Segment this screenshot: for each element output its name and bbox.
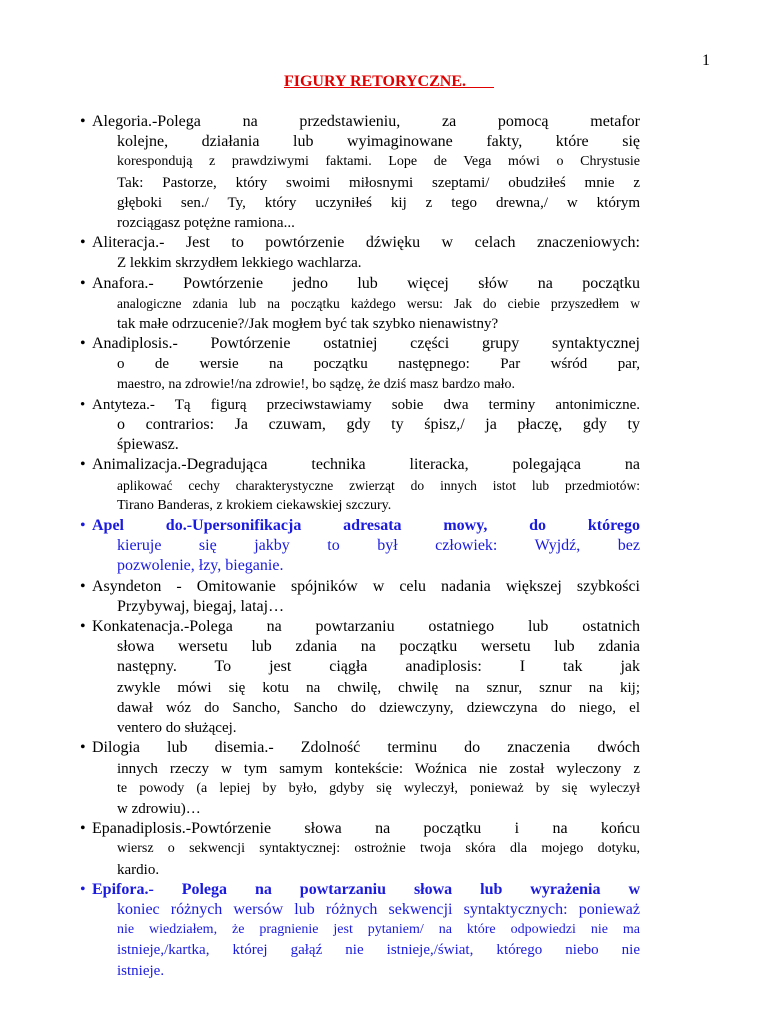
bullet-point: •: [80, 335, 86, 353]
figure-term-line: Asyndeton - Omitowanie spójników w celu nadania większej szybkości: [92, 577, 640, 595]
figure-term-line: Dilogia lub disemia.- Zdolność terminu do znaczenia dwóch: [92, 739, 640, 757]
figure-entry: [80, 516, 640, 577]
figure-entry: [80, 880, 640, 981]
figure-text-line: ventero do służącej.: [117, 720, 237, 737]
figure-term-line: Aliteracja.- Jest to powtórzenie dźwięku w celach znaczeniowych:: [92, 234, 640, 252]
figure-text-line: głęboki sen./ Ty, który uczyniłeś kij z tego drewna,/ w którym: [117, 194, 640, 211]
figure-text-line: maestro, na zdrowie!/na zdrowie!, bo sądzę, że dziś masz bardzo mało.: [117, 376, 516, 392]
figure-text-line: te powody (a lepiej by było, gdyby się wyleczył, ponieważ by się wyleczył: [117, 780, 640, 796]
figure-term-line: Animalizacja.-Degradująca technika literacka, polegająca na: [92, 456, 640, 474]
figure-text-line: korespondują z prawdziwymi faktami. Lope de Vega mówi o Chrystusie: [117, 154, 640, 170]
figure-entry: [80, 455, 640, 516]
figure-term-line: Anafora.- Powtórzenie jedno lub więcej słów na początku: [92, 274, 640, 292]
bullet-point: •: [80, 234, 86, 252]
figure-term-line: Konkatenacja.-Polega na powtarzaniu ostatniego lub ostatnich: [92, 618, 640, 636]
figure-text-line: istnieje.: [117, 962, 165, 979]
figure-entry: [80, 577, 640, 617]
figure-text-line: nie wiedziałem, że pragnienie jest pytaniem/ na które odpowiedzi nie ma: [117, 922, 640, 938]
figure-text-line: wiersz o sekwencji syntaktycznej: ostrożnie twoja skóra dla mojego dotyku,: [117, 841, 640, 857]
figure-text-line: aplikować cechy charakterystyczne zwierząt do innych istot lub przedmiotów:: [117, 477, 640, 493]
figures-list: [80, 112, 640, 981]
figure-term-line: Epanadiplosis.-Powtórzenie słowa na początku i na końcu: [92, 820, 640, 838]
figure-entry: [80, 112, 640, 233]
figure-entry: [80, 334, 640, 395]
figure-text-line: tak małe odrzucenie?/Jak mogłem być tak szybko nienawistny?: [117, 316, 499, 333]
bullet-point: •: [80, 456, 86, 474]
bullet-point: •: [80, 113, 86, 130]
bullet-point: •: [80, 396, 86, 413]
figure-text-line: w zdrowiu)…: [117, 800, 201, 817]
figure-text-line: Tirano Banderas, z krokiem ciekawskiej szczury.: [117, 497, 392, 513]
figure-text-line: rozciągasz potężne ramiona...: [117, 215, 295, 232]
figure-text-line: śpiewasz.: [117, 436, 179, 454]
page-number: 1: [702, 52, 710, 69]
figure-text-line: następny. To jest ciągła anadiplosis: I tak jak: [117, 658, 640, 676]
bullet-point: •: [80, 274, 86, 292]
figure-term-line: Anadiplosis.- Powtórzenie ostatniej części grupy syntaktycznej: [92, 335, 640, 353]
figure-text-line: kieruje się jakby to był człowiek: Wyjdź, bez: [117, 537, 640, 555]
bullet-point: •: [80, 517, 86, 535]
document-title: FIGURY RETORYCZNE.: [283, 73, 494, 90]
figure-entry: [80, 395, 640, 456]
figure-text-line: koniec różnych wersów lub różnych sekwencji syntaktycznych: ponieważ: [117, 900, 640, 918]
figure-text-line: Tak: Pastorze, który swoimi miłosnymi szeptami/ obudziłeś mnie z: [117, 174, 640, 191]
figure-entry: [80, 617, 640, 738]
figure-text-line: dawał wóz do Sancho, Sancho do dziewczyny, dziewczyna do niego, el: [117, 699, 640, 716]
figure-term-line: Antyteza.- Tą figurą przeciwstawiamy sobie dwa terminy antonimiczne.: [92, 396, 640, 413]
bullet-point: •: [80, 880, 86, 898]
figure-text-line: pozwolenie, łzy, bieganie.: [117, 557, 284, 575]
figure-text-line: kardio.: [117, 861, 160, 878]
figure-entry: [80, 738, 640, 819]
figure-entry: [80, 274, 640, 335]
figure-entry: [80, 819, 640, 880]
figure-text-line: analogiczne zdania lub na początku każdego wersu: Jak do ciebie przyszedłem w: [117, 295, 640, 311]
figure-term-line: Alegoria.-Polega na przedstawieniu, za pomocą metafor: [92, 113, 640, 130]
figure-text-line: Przybywaj, biegaj, lataj…: [117, 597, 285, 615]
figure-term-line: Epifora.- Polega na powtarzaniu słowa lub wyrażenia w: [92, 880, 640, 898]
figure-text-line: Z lekkim skrzydłem lekkiego wachlarza.: [117, 255, 362, 272]
figure-text-line: istnieje,/kartka, której gałąź nie istnieje,/świat, którego niebo nie: [117, 942, 640, 959]
bullet-point: •: [80, 577, 86, 595]
bullet-point: •: [80, 739, 86, 757]
figure-text-line: kolejne, działania lub wyimaginowane fakty, które się: [117, 133, 640, 151]
figure-term-line: Apel do.-Upersonifikacja adresata mowy, do którego: [92, 517, 640, 535]
figure-text-line: o contrarios: Ja czuwam, gdy ty śpisz,/ ja płaczę, gdy ty: [117, 416, 640, 434]
bullet-point: •: [80, 618, 86, 636]
figure-text-line: innych rzeczy w tym samym kontekście: Woźnica nie został wyleczony z: [117, 760, 640, 777]
figure-entry: [80, 233, 640, 273]
figure-text-line: zwykle mówi się kotu na chwilę, chwilę na sznur, sznur na kij;: [117, 679, 640, 696]
figure-text-line: słowa wersetu lub zdania na początku wersetu lub zdania: [117, 638, 640, 656]
figure-text-line: o de wersie na początku następnego: Par wśród par,: [117, 356, 640, 373]
bullet-point: •: [80, 820, 86, 838]
